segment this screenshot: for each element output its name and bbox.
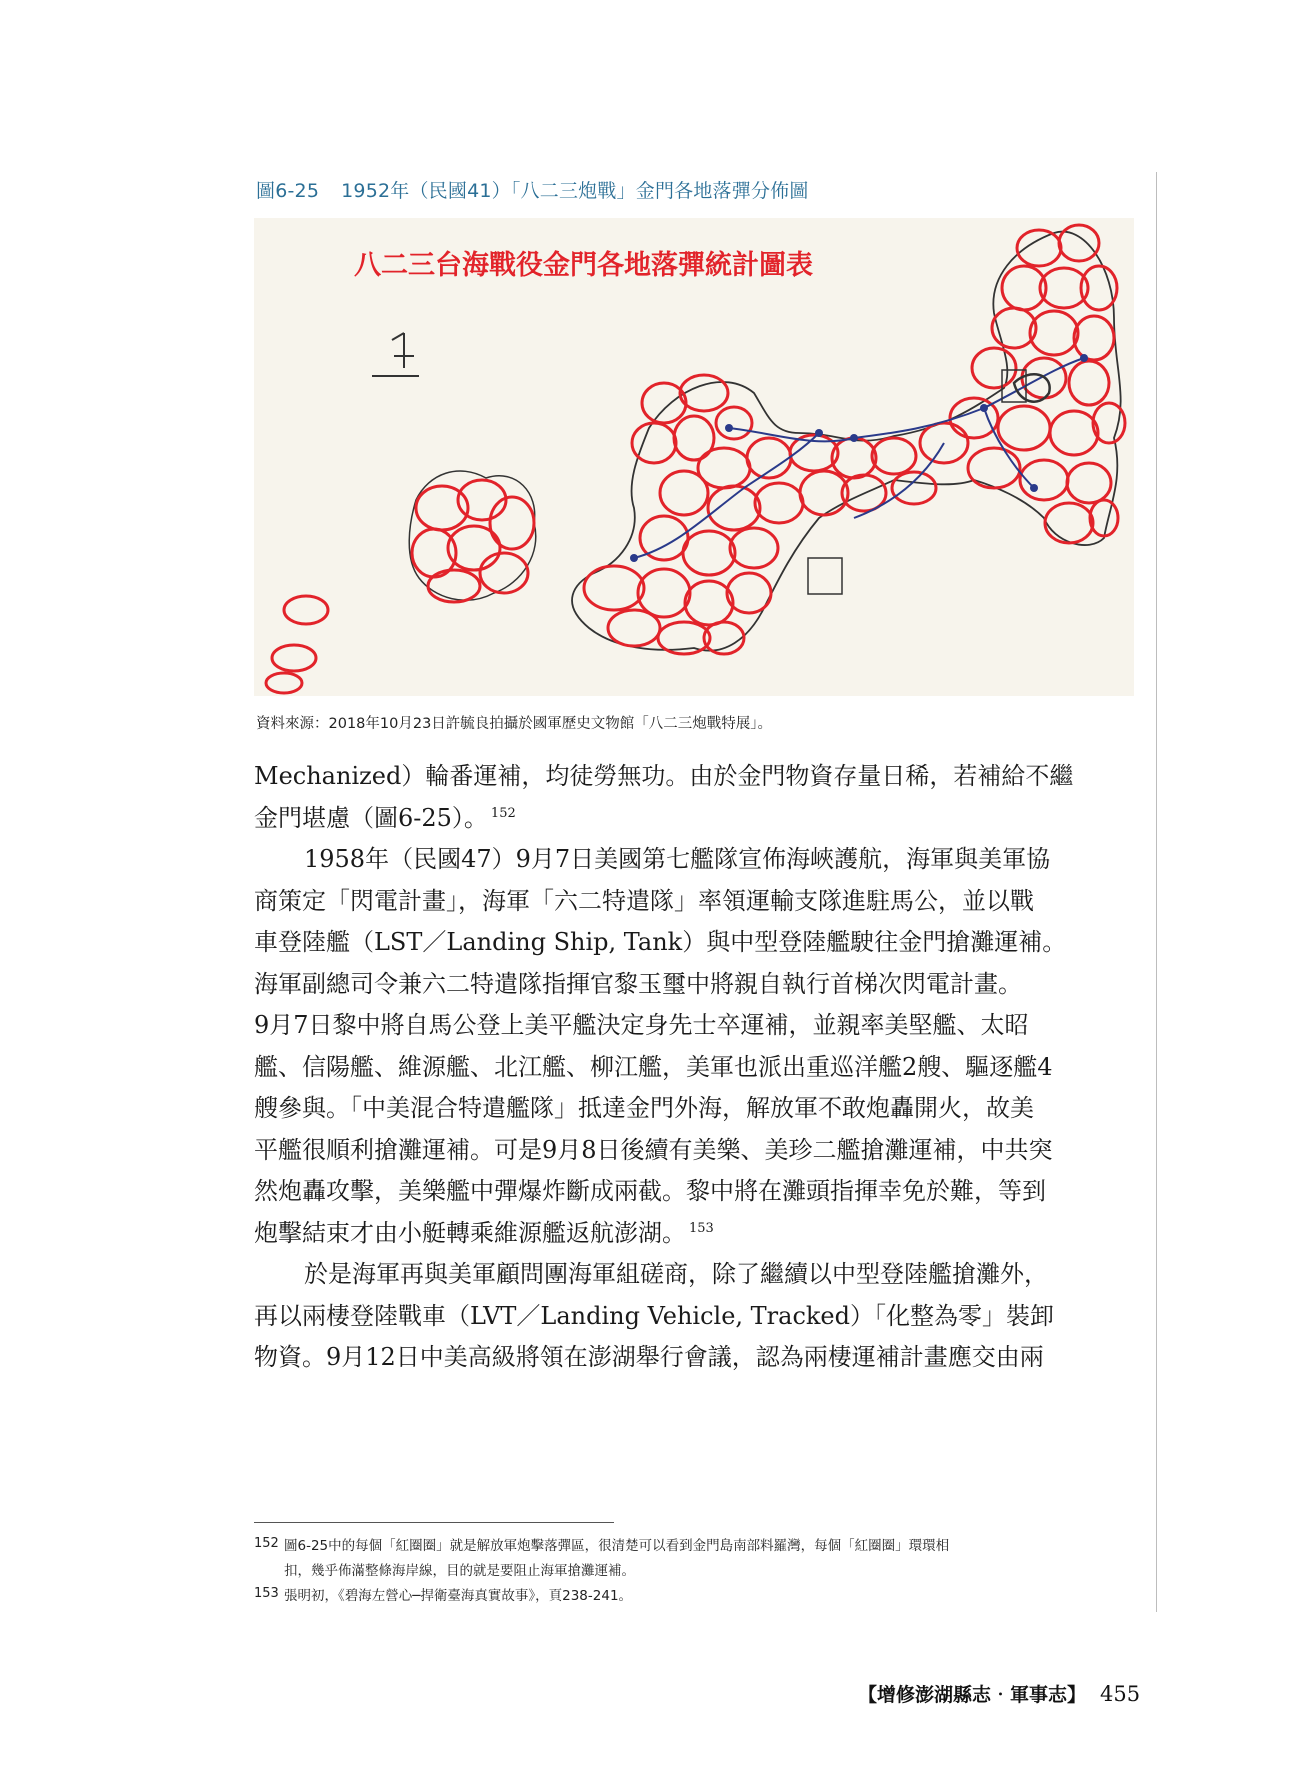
body-line: 艦、信陽艦、維源艦、北江艦、柳江艦，美軍也派出重巡洋艦2艘、驅逐艦4: [254, 1052, 1053, 1081]
body-line: 然炮轟攻擊，美樂艦中彈爆炸斷成兩截。黎中將在灘頭指揮幸免於難，等到: [254, 1177, 1046, 1205]
footnote-ref: 153: [689, 1220, 714, 1236]
bombardment-map-figure: [254, 218, 1134, 696]
footnote-divider: [254, 1522, 614, 1523]
footnote-152: 152 圖6-25中的每個「紅圈圈」就是解放軍炮擊落彈區，很清楚可以看到金門島南部料羅灣，每個「紅圈圈」環環相 扣，幾乎佈滿整條海岸線，目的就是要阻止海軍搶灘運補。: [254, 1534, 1134, 1584]
body-line: 車登陸艦（LST／Landing Ship, Tank）與中型登陸艦駛往金門搶灘運補。: [254, 928, 1067, 956]
body-line: 1958年（民國47）9月7日美國第七艦隊宣佈海峽護航，海軍與美軍協: [304, 845, 1051, 873]
margin-rule: [1156, 172, 1157, 1612]
footnotes: [254, 1534, 1134, 1609]
footnote-153: 153 張明初，《碧海左營心─捍衛臺海真實故事》，頁238-241。: [254, 1584, 1134, 1609]
body-line: 艘參與。「中美混合特遣艦隊」抵達金門外海，解放軍不敢炮轟開火，故美: [254, 1094, 1034, 1122]
body-line: 9月7日黎中將自馬公登上美平艦決定身先士卒運補，並親率美堅艦、太昭: [254, 1011, 1029, 1039]
footnote-number: 153: [254, 1586, 279, 1601]
figure-caption: [256, 176, 809, 203]
body-line: Mechanized）輪番運補，均徒勞無功。由於金門物資存量日稀，若補給不繼: [254, 762, 1074, 790]
book-title: 【增修澎湖縣志‧軍事志】: [858, 1684, 1087, 1706]
figure-caption-text: 1952年（民國41）「八二三炮戰」金門各地落彈分佈圖: [341, 180, 809, 202]
body-line: 金門堪慮（圖6-25）。 $^{152}$: [254, 803, 516, 832]
footnote-number: 152: [254, 1536, 279, 1551]
body-line: 再以兩棲登陸戰車（LVT／Landing Vehicle, Tracked）「化整為零」裝卸: [254, 1301, 1055, 1330]
figure-source: 資料來源：2018年10月23日許毓良拍攝於國軍歷史文物館「八二三炮戰特展」。: [256, 716, 773, 732]
body-line: 商策定「閃電計畫」，海軍「六二特遣隊」率領運輸支隊進駐馬公，並以戰: [254, 886, 1034, 915]
body-line: 炮擊結束才由小艇轉乘維源艦返航澎湖。 $^{153}$: [254, 1218, 714, 1247]
body-line: 物資。9月12日中美高級將領在澎湖舉行會議，認為兩棲運補計畫應交由兩: [254, 1343, 1044, 1371]
page-footer: [858, 1680, 1140, 1707]
map-title: 八二三台海戰役金門各地落彈統計圖表: [354, 250, 813, 281]
bombardment-map: [254, 218, 1134, 696]
footnote-ref: 152: [490, 805, 516, 821]
body-line: 海軍副總司令兼六二特遣隊指揮官黎玉璽中將親自執行首梯次閃電計畫。: [254, 969, 1022, 998]
page-number: 455: [1100, 1682, 1141, 1706]
body-line: 於是海軍再與美軍顧問團海軍組磋商，除了繼續以中型登陸艦搶灘外，: [304, 1260, 1048, 1288]
figure-caption-number: 圖6-25: [256, 180, 320, 202]
body-text: [254, 756, 1136, 1379]
body-line: 平艦很順利搶灘運補。可是9月8日後續有美樂、美珍二艦搶灘運補，中共突: [254, 1135, 1053, 1164]
